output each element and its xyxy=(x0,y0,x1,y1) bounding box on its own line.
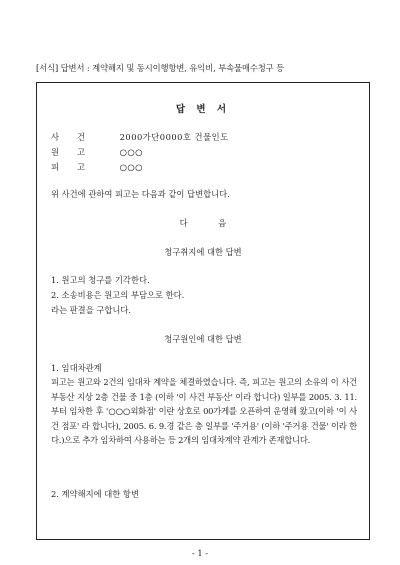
defendant-label: 피고 xyxy=(51,162,104,172)
section-cause-heading: 청구원인에 대한 답변 xyxy=(164,334,242,344)
heading-next: 다 음 xyxy=(179,218,241,228)
claim-closing: 라는 판결을 구합니다. xyxy=(51,305,132,315)
claim-item-2: 2. 소송비용은 원고의 부담으로 한다. xyxy=(51,290,185,300)
case-row-case xyxy=(51,131,229,143)
case-value: 2000가단0000호 건물인도 xyxy=(119,132,229,142)
document-frame xyxy=(36,82,370,540)
cause-item-2-heading: 2. 계약해지에 대한 항변 xyxy=(51,489,139,499)
case-row-plaintiff xyxy=(51,146,143,158)
claim-item-1: 1. 원고의 청구를 기각한다. xyxy=(51,275,150,285)
document-caption: [서식] 답변서 : 계약해지 및 동시이행항변, 유익비, 부속물매수청구 등 xyxy=(36,63,285,73)
page-number: - 1 - xyxy=(191,548,209,558)
case-row-defendant xyxy=(51,161,143,173)
defendant-value: ○○○ xyxy=(119,162,143,172)
document-title: 답 변 서 xyxy=(175,104,231,115)
plaintiff-label: 원고 xyxy=(51,147,104,157)
intro-text: 위 사건에 관하여 피고는 다음과 같이 답변합니다. xyxy=(51,189,230,199)
cause-item-1-text: 피고는 원고와 2건의 임대차 계약을 체결하였습니다. 즉, 피고는 원고의 소유의 이 사건 부동산 지상 2층 건물 중 1층 (이하 '이 사건 부동산' 이라 합니다) 일부를 2005. 3. 11.부터 임차한 후 '○○○외화점' 이란 상호로 00가게를 오픈하여 운영해 왔고(이하 '이 사건 점포' 라 합니다), 2005. 6. 9.경 같은 층 일부를 '주거용' (이하 '주거용 건물' 이라 한다.)으로 추가 임차하여 사용하는 등 2개의 임대차계약 관계가 존재합니다. xyxy=(51,377,357,446)
cause-item-1-heading: 1. 임대차관계 xyxy=(51,363,102,373)
case-label: 사건 xyxy=(51,132,104,142)
section-claim-heading: 청구취지에 대한 답변 xyxy=(164,247,242,257)
plaintiff-value: ○○○ xyxy=(119,147,143,157)
